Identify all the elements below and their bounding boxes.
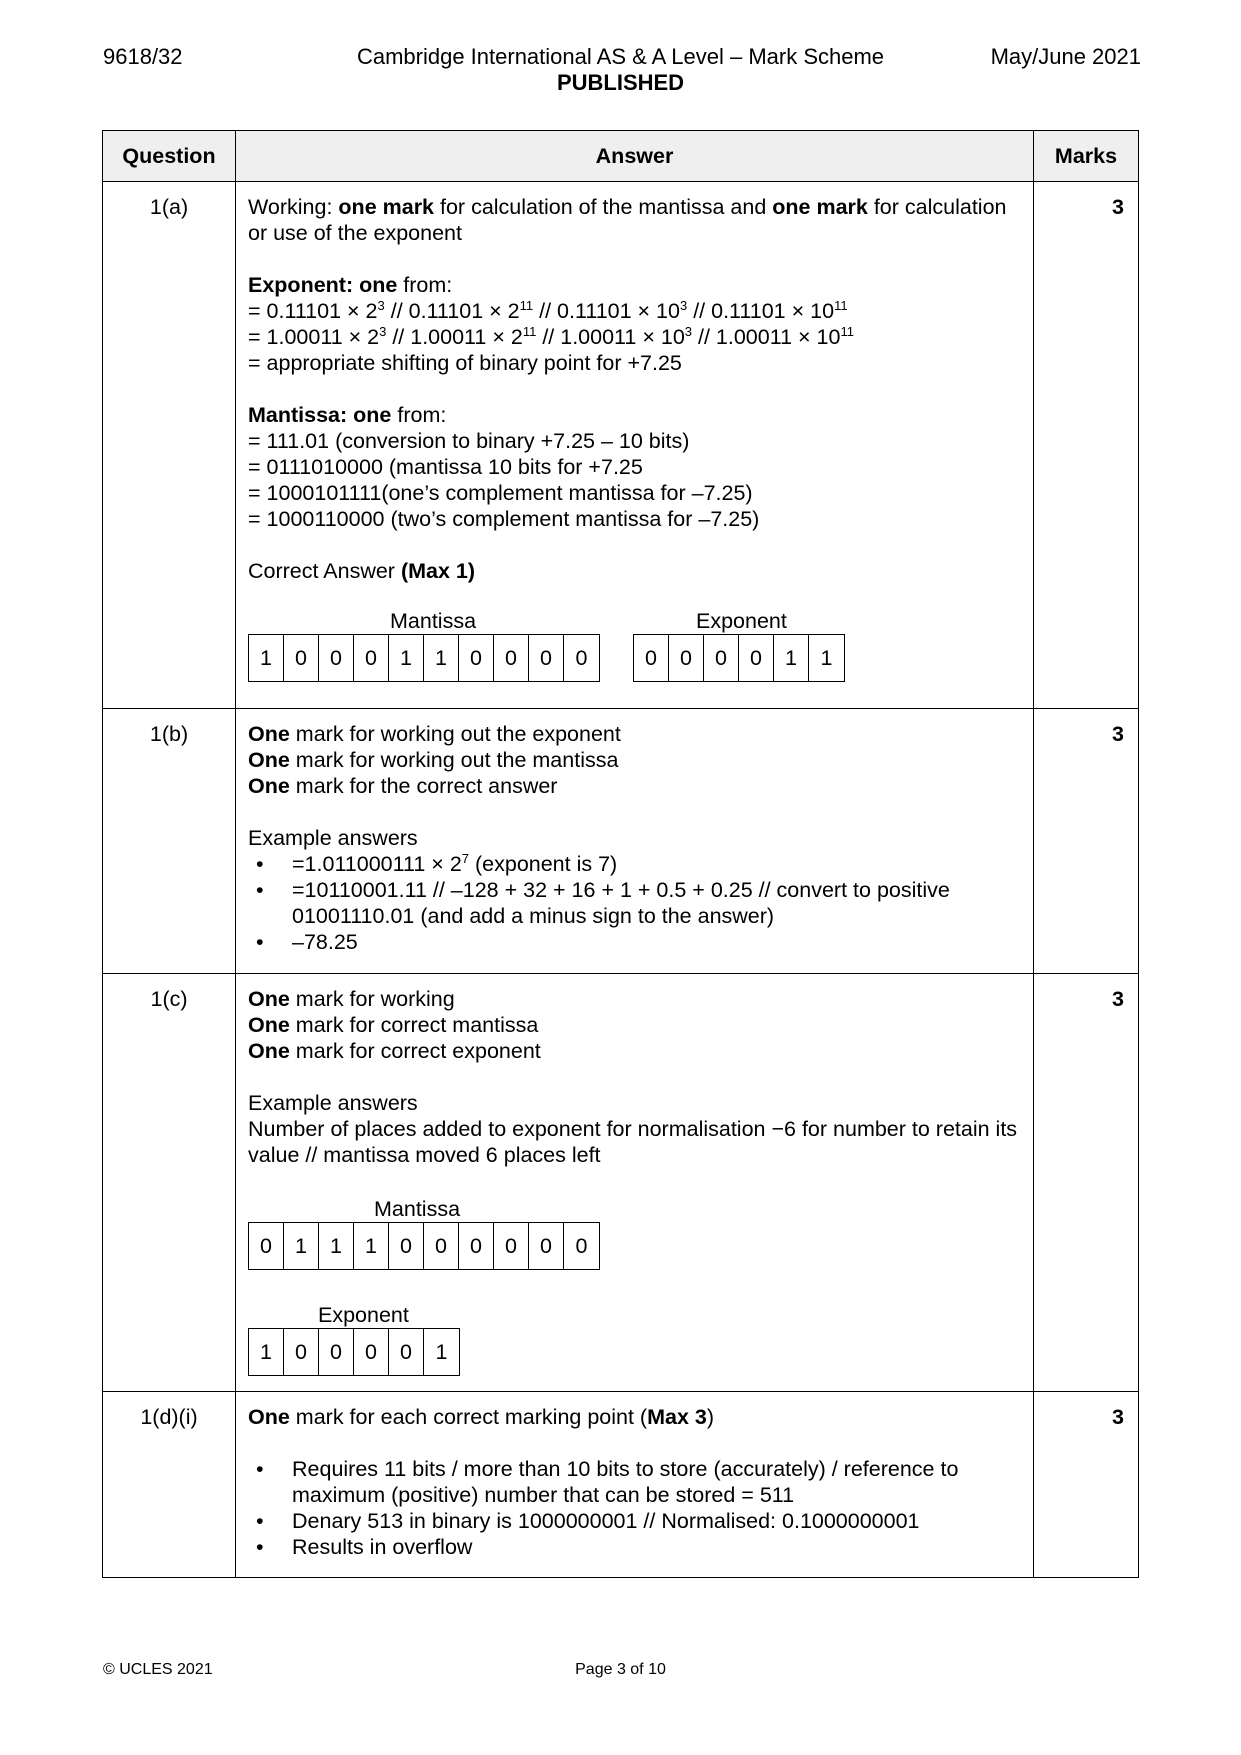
mark-scheme-table: [102, 130, 1139, 1578]
exponent-label: Exponent: [318, 1303, 409, 1327]
bit-cell: 0: [424, 1223, 459, 1269]
list-item: • Denary 513 in binary is 1000000001 // Normalised: 0.1000000001: [248, 1508, 1021, 1534]
bit-cell: 0: [284, 1329, 319, 1375]
list-item: • $=1.011000111 \times 2^7$ (exponent is 7): [248, 851, 1021, 877]
bit-cell: 0: [389, 1329, 424, 1375]
table-row: [103, 182, 1139, 709]
bit-cell: 0: [284, 635, 319, 681]
document-title: Cambridge International AS & A Level – Mark Scheme: [356, 44, 885, 69]
mantissa-bits: [248, 1222, 600, 1270]
published-label: PUBLISHED: [556, 70, 685, 95]
marks-value: 3: [1034, 182, 1139, 709]
marks-value: 3: [1034, 709, 1139, 974]
table-row: [103, 709, 1139, 974]
answer-cell: [236, 1392, 1034, 1578]
bit-cell: 0: [319, 635, 354, 681]
bit-cell: 0: [529, 1223, 564, 1269]
bit-cell: 1: [424, 635, 459, 681]
marking-points-list: [248, 1456, 1021, 1560]
marking-line: One mark for correct exponent: [248, 1039, 541, 1063]
exponent-bits: [248, 1328, 460, 1376]
question-number: 1(c): [103, 974, 236, 1392]
bit-cell: 1: [389, 635, 424, 681]
page-number: Page 3 of 10: [575, 1661, 666, 1678]
marking-line: One mark for working out the exponent: [248, 722, 621, 746]
exponent-line: = $1.00011 \times 2^3 // 1.00011 \times 2^{11} // 1.00011 \times 10^3 // 1.00011 \times 10^{11}$: [248, 323, 854, 349]
mantissa-line: = 111.01 (conversion to binary +7.25 – 10 bits): [248, 429, 690, 453]
mantissa-line: = 1000110000 (two’s complement mantissa for –7.25): [248, 507, 760, 531]
marking-line: One mark for working out the mantissa: [248, 748, 619, 772]
table-row: [103, 1392, 1139, 1578]
working-text: Working: one mark for calculation of the mantissa and one mark for calculation or use of the exponent: [248, 195, 1007, 245]
exponent-heading: Exponent: one from:: [248, 273, 453, 297]
exponent-line: = appropriate shifting of binary point for +7.25: [248, 351, 682, 375]
marking-line: One mark for working: [248, 987, 455, 1011]
marks-value: 3: [1034, 1392, 1139, 1578]
bit-cell: 0: [529, 635, 564, 681]
bit-cell: 0: [459, 635, 494, 681]
bit-cell: 0: [575, 1234, 588, 1258]
mantissa-line: = 0111010000 (mantissa 10 bits for +7.25: [248, 455, 643, 479]
marks-value: 3: [1034, 974, 1139, 1392]
register-answer: [248, 608, 1021, 682]
answer-cell: [236, 182, 1034, 709]
list-item: • Requires 11 bits / more than 10 bits to store (accurately) / reference to maximum (positive) number that can be stored = 511: [248, 1456, 1021, 1508]
mantissa-label: Mantissa: [390, 609, 477, 633]
example-list: [248, 851, 1021, 955]
bit-cell: 0: [739, 635, 774, 681]
bit-cell: 0: [575, 646, 588, 670]
mantissa-heading: Mantissa: one from:: [248, 403, 447, 427]
bit-cell: 1: [249, 1329, 284, 1375]
bit-cell: 0: [354, 1329, 389, 1375]
list-item: • –78.25: [248, 929, 1021, 955]
question-number: 1(b): [103, 709, 236, 974]
bit-cell: 0: [494, 635, 529, 681]
example-heading: Example answers: [248, 1091, 418, 1115]
list-item: • Results in overflow: [248, 1534, 1021, 1560]
mantissa-label: Mantissa: [374, 1197, 461, 1221]
bit-cell: 0: [634, 635, 669, 681]
bit-cell: 0: [389, 1223, 424, 1269]
exponent-line: = $0.11101 \times 2^3 // 0.11101 \times 2^{11} // 0.11101 \times 10^3 // 0.11101 \times 10^{11}$: [248, 297, 848, 323]
bit-cell: 1: [774, 635, 809, 681]
exponent-register: [633, 608, 845, 682]
marking-line: One mark for the correct answer: [248, 774, 558, 798]
bit-cell: 1: [820, 646, 833, 670]
marking-line: One mark for correct mantissa: [248, 1013, 539, 1037]
bit-cell: 0: [704, 635, 739, 681]
mantissa-bits: [248, 634, 600, 682]
example-heading: Example answers: [248, 826, 418, 850]
bit-cell: 0: [319, 1329, 354, 1375]
bit-cell: 0: [354, 635, 389, 681]
answer-cell: [236, 709, 1034, 974]
bit-cell: 1: [435, 1340, 448, 1364]
example-text: Number of places added to exponent for normalisation −6 for number to retain its value // mantissa moved 6 places left: [248, 1117, 1018, 1167]
bit-cell: 1: [284, 1223, 319, 1269]
bit-cell: 0: [459, 1223, 494, 1269]
column-header-question: Question: [103, 131, 236, 182]
exam-session: May/June 2021: [990, 44, 1141, 69]
column-header-answer: Answer: [236, 131, 1034, 182]
exponent-bits: [633, 634, 845, 682]
answer-cell: [236, 974, 1034, 1392]
copyright-notice: © UCLES 2021: [103, 1661, 213, 1678]
question-number: 1(a): [103, 182, 236, 709]
list-item: • =10110001.11 // –128 + 32 + 16 + 1 + 0.5 + 0.25 // convert to positive 01001110.01 (and add a minus sign to the answer): [248, 877, 1021, 929]
mantissa-register: [248, 608, 600, 682]
bit-cell: 0: [494, 1223, 529, 1269]
mantissa-line: = 1000101111(one’s complement mantissa for –7.25): [248, 481, 753, 505]
table-header-row: [103, 131, 1139, 182]
correct-answer-heading: Correct Answer (Max 1): [248, 559, 476, 583]
table-row: [103, 974, 1139, 1392]
bit-cell: 0: [249, 1223, 284, 1269]
bit-cell: 1: [249, 635, 284, 681]
marking-intro: One mark for each correct marking point (Max 3): [248, 1405, 715, 1429]
bit-cell: 0: [669, 635, 704, 681]
column-header-marks: Marks: [1034, 131, 1139, 182]
bit-cell: 1: [354, 1223, 389, 1269]
paper-code: 9618/32: [103, 44, 183, 69]
question-number: 1(d)(i): [103, 1392, 236, 1578]
bit-cell: 1: [319, 1223, 354, 1269]
exponent-label: Exponent: [696, 609, 787, 633]
